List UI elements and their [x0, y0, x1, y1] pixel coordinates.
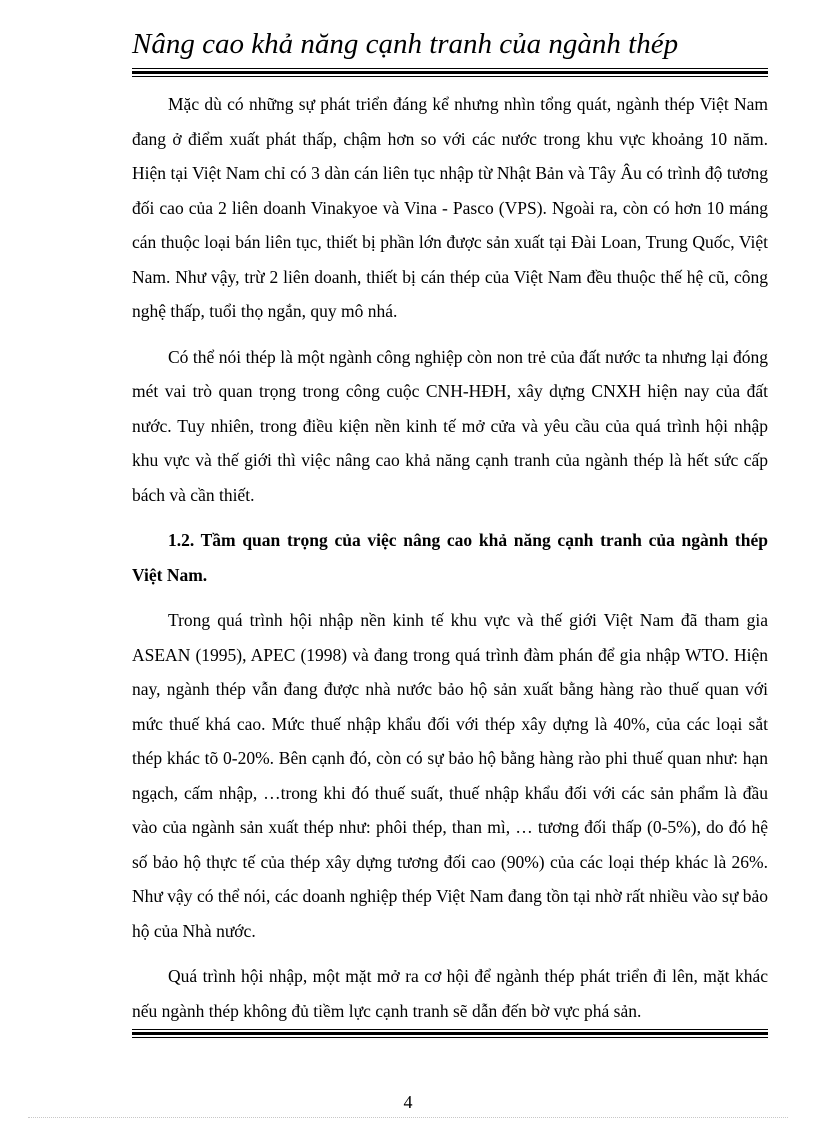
footer-rule-line — [132, 1037, 768, 1038]
footer-rule — [132, 1029, 768, 1038]
section-heading: 1.2. Tầm quan trọng của việc nâng cao khả năng cạnh tranh của ngành thép Việt Nam. — [132, 530, 768, 585]
header-rule-line — [132, 76, 768, 77]
footer-rule-line — [132, 1032, 768, 1035]
header-rule — [132, 68, 768, 77]
footer-rule-line — [132, 1029, 768, 1030]
paragraph: Mặc dù có những sự phát triển đáng kể nhưng nhìn tổng quát, ngành thép Việt Nam đang ở điểm xuất phát thấp, chậm hơn so với các nước trong khu vực khoảng 10 năm. Hiện tại Việt Nam chỉ có 3 dàn cán liên tục nhập từ Nhật Bản và Tây Âu có trình độ tương đối cao của 2 liên doanh Vinakyoe và Vina - Pasco (VPS). Ngoài ra, còn có hơn 10 máng cán thuộc loại bán liên tục, thiết bị phần lớn được sản xuất tại Đài Loan, Trung Quốc, Việt Nam. Như vậy, trừ 2 liên doanh, thiết bị cán thép của Việt Nam đều thuộc thế hệ cũ, công nghệ thấp, tuổi thọ ngắn, quy mô nhá. — [132, 94, 768, 321]
page-title: Nâng cao khả năng cạnh tranh của ngành thép — [132, 28, 679, 60]
document-body — [132, 87, 768, 1039]
page-number: 4 — [403, 1092, 413, 1112]
header-rule-line — [132, 71, 768, 74]
paragraph: Có thể nói thép là một ngành công nghiệp còn non trẻ của đất nước ta nhưng lại đóng mét vai trò quan trọng trong công cuộc CNH-HĐH, xây dựng CNXH hiện nay của đất nước. Tuy nhiên, trong điều kiện nền kinh tế mở cửa và yêu cầu của quá trình hội nhập khu vực và thế giới thì việc nâng cao khả năng cạnh tranh của ngành thép là hết sức cấp bách và cần thiết. — [132, 346, 768, 505]
header-rule-line — [132, 68, 768, 69]
paragraph: Quá trình hội nhập, một mặt mở ra cơ hội để ngành thép phát triển đi lên, mặt khác nếu ngành thép không đủ tiềm lực cạnh tranh sẽ dẫn đến bờ vực phá sản. — [132, 966, 768, 1021]
paragraph: Trong quá trình hội nhập nền kinh tế khu vực và thế giới Việt Nam đã tham gia ASEAN (1995), APEC (1998) và đang trong quá trình đàm phán để gia nhập WTO. Hiện nay, ngành thép vẫn đang được nhà nước bảo hộ sản xuất bằng hàng rào thuế quan với mức thuế khá cao. Mức thuế nhập khẩu đối với thép xây dựng là 40%, của các loại sắt thép khác tõ 0-20%. Bên cạnh đó, còn có sự bảo hộ bằng hàng rào phi thuế quan như: hạn ngạch, cấm nhập, …trong khi đó thuế suất, thuế nhập khẩu đối với các sản phẩm là đầu vào của ngành sản xuất thép như: phôi thép, than mì, … tương đối thấp (0-5%), do đó hệ số bảo hộ thực tế của thép xây dựng tương đối cao (90%) của các loại thép khác là 26%. Như vậy có thể nói, các doanh nghiệp thép Việt Nam đang tồn tại nhờ rất nhiều vào sự bảo hộ của Nhà nước. — [132, 610, 768, 941]
page-edge-divider — [28, 1117, 788, 1118]
